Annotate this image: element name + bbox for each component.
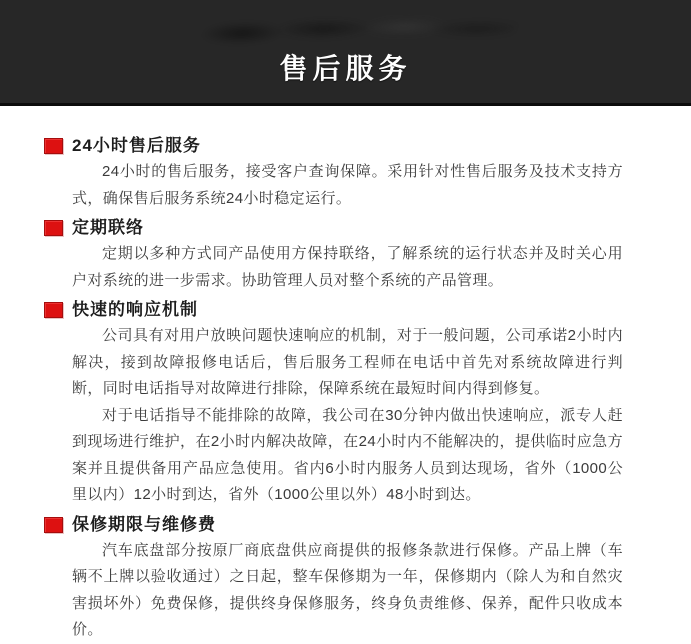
red-square-bullet-icon [44,517,63,533]
section-header [44,515,623,535]
section-header [44,300,623,320]
section-warranty-fees [72,515,623,644]
section-header [44,136,623,156]
section-paragraph: 定期以多种方式同产品使用方保持联络，了解系统的运行状态并及时关心用户对系统的进一步需求。协助管理人员对整个系统的产品管理。 [72,245,623,289]
section-heading: 快速的响应机制 [72,300,198,319]
section-heading: 保修期限与维修费 [72,514,216,534]
section-paragraph: 公司具有对用户放映问题快速响应的机制，对于一般问题，公司承诺2小时内解决，接到故障报修电话后，售后服务工程师在电话中首先对系统故障进行判断，同时电话指导对故障进行排除，保障系统在最短时间内得到修复。 [72,327,623,397]
red-square-bullet-icon [44,302,63,318]
watermark-smudge [188,10,522,52]
section-24h-service [72,136,623,212]
title-banner [0,0,691,106]
section-header [44,218,623,238]
section-heading: 24小时售后服务 [72,136,201,155]
section-paragraph: 汽车底盘部分按原厂商底盘供应商提供的报修条款进行保修。产品上牌（车辆不上牌以验收通过）之日起，整车保修期为一年，保修期内（除人为和自然灾害损坏外）免费保修，提供终身保修服务，终身负责维修、保养，配件只收成本价。 [72,541,623,638]
content-area [0,106,691,644]
section-paragraph: 对于电话指导不能排除的故障，我公司在30分钟内做出快速响应，派专人赶到现场进行维护，在2小时内解决故障，在24小时内不能解决的，提供临时应急方案并且提供备用产品应急使用。省内6小时内服务人员到达现场，省外（1000公里以内）12小时到达，省外（1000公里以外）48小时到达。 [72,406,623,503]
section-rapid-response [72,300,623,509]
section-regular-contact [72,218,623,294]
section-heading: 定期联络 [72,218,144,237]
red-square-bullet-icon [44,220,63,236]
page-title: 售后服务 [279,53,412,84]
red-square-bullet-icon [44,138,63,154]
section-paragraph: 24小时的售后服务，接受客户查询保障。采用针对性售后服务及技术支持方式，确保售后服务系统24小时稳定运行。 [72,163,623,207]
